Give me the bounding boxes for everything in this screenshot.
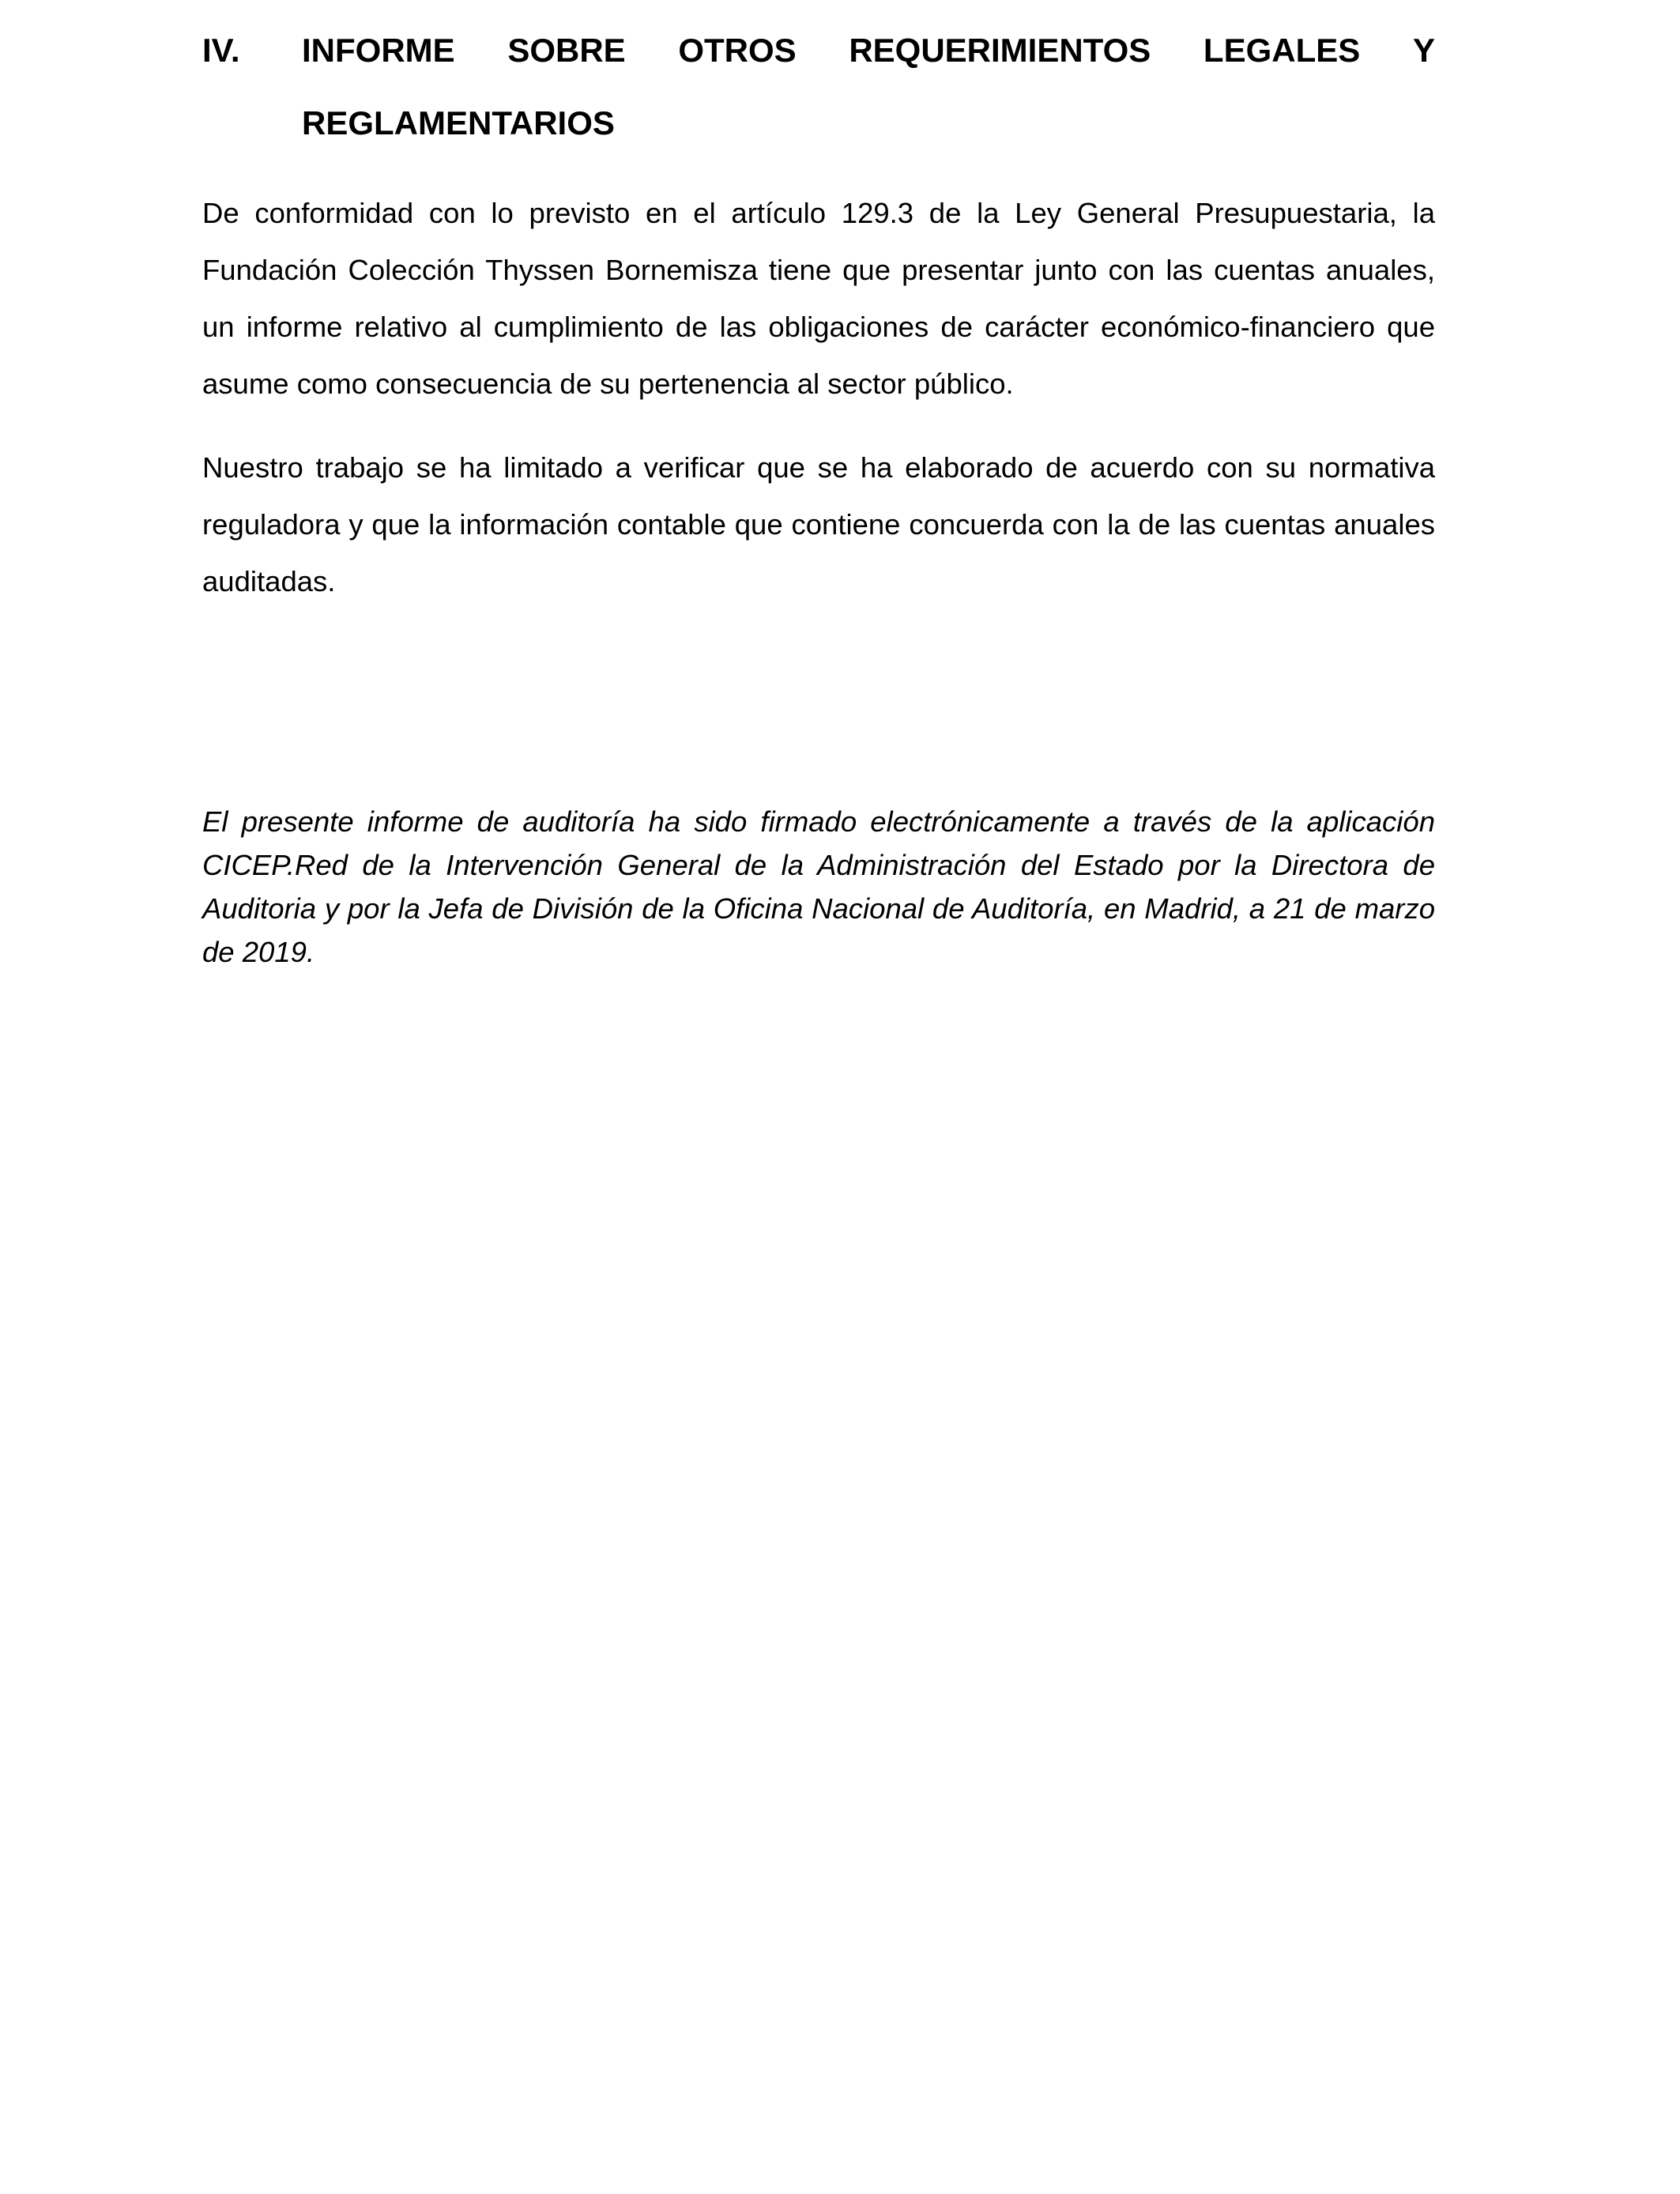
heading-word-2: SOBRE — [507, 32, 626, 69]
heading-word-3: OTROS — [678, 32, 797, 69]
section-number: IV. — [202, 32, 240, 69]
heading-word-6: Y — [1412, 32, 1435, 69]
section-number-group — [202, 14, 455, 87]
heading-word-4: REQUERIMIENTOS — [849, 32, 1151, 69]
heading-word-1: INFORME — [302, 32, 455, 69]
section-heading-line-1 — [202, 14, 1435, 87]
electronic-signature-note: El presente informe de auditoría ha sido firmado electrónicamente a través de la aplicación CICEP.Red de la Intervención General de la Administración del Estado por la Directora de Auditoria y por la Jefa de División de la Oficina Nacional de Auditoría, en Madrid, a 21 de marzo de 2019. — [202, 805, 1435, 968]
section-heading-line-2: REGLAMENTARIOS — [302, 104, 615, 141]
body-paragraph-1: De conformidad con lo previsto en el artículo 129.3 de la Ley General Presupuestaria, la Fundación Colección Thyssen Bornemisza tiene que presentar junto con las cuentas anuales, un informe relativo al cumplimiento de las obligaciones de carácter económico-financiero que asume como consecuencia de su pertenencia al sector público. — [202, 197, 1435, 400]
heading-word-5: LEGALES — [1203, 32, 1361, 69]
body-paragraph-2: Nuestro trabajo se ha limitado a verificar que se ha elaborado de acuerdo con su normativa reguladora y que la información contable que contiene concuerda con la de las cuentas anuales auditadas. — [202, 451, 1435, 598]
section-heading — [202, 14, 1435, 160]
